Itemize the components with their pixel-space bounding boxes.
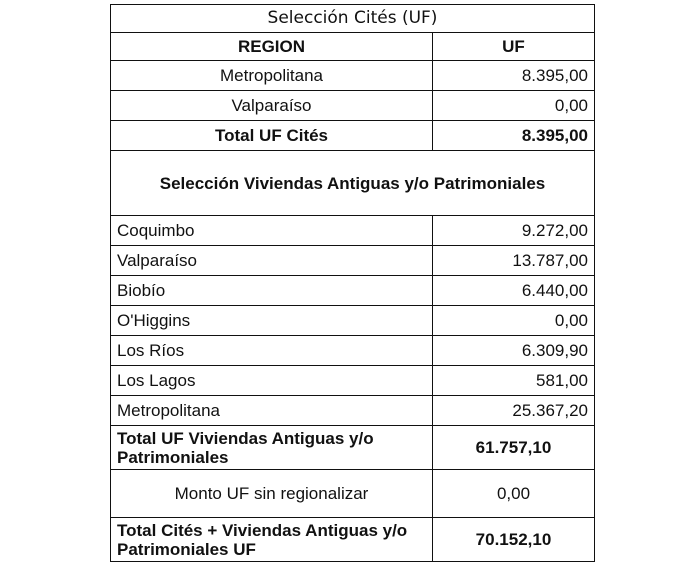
- grand-total-row: [111, 518, 595, 562]
- table-row: [111, 396, 595, 426]
- table-row: [111, 306, 595, 336]
- uf-selection-table: [110, 4, 595, 562]
- region-column-header: REGION: [111, 33, 433, 61]
- uf-cell: 6.440,00: [433, 276, 595, 306]
- uf-cell: 6.309,90: [433, 336, 595, 366]
- uf-cell: 0,00: [433, 306, 595, 336]
- table-row: [111, 91, 595, 121]
- table-row: [111, 336, 595, 366]
- sin-regionalizar-value: 0,00: [433, 470, 595, 518]
- region-cell: O'Higgins: [111, 306, 433, 336]
- uf-cell: 0,00: [433, 91, 595, 121]
- uf-cell: 9.272,00: [433, 216, 595, 246]
- viviendas-total-row: [111, 426, 595, 470]
- cites-total-label: Total UF Cités: [111, 121, 433, 151]
- uf-cell: 581,00: [433, 366, 595, 396]
- grand-total-label: Total Cités + Viviendas Antiguas y/o Patrimoniales UF: [111, 518, 433, 562]
- table-row: [111, 61, 595, 91]
- sin-regionalizar-label: Monto UF sin regionalizar: [111, 470, 433, 518]
- region-cell: Valparaíso: [111, 91, 433, 121]
- uf-column-header: UF: [433, 33, 595, 61]
- table-row: [111, 366, 595, 396]
- uf-cell: 13.787,00: [433, 246, 595, 276]
- region-cell: Metropolitana: [111, 396, 433, 426]
- region-cell: Metropolitana: [111, 61, 433, 91]
- table-row: [111, 216, 595, 246]
- region-cell: Valparaíso: [111, 246, 433, 276]
- cites-total-row: [111, 121, 595, 151]
- viviendas-total-value: 61.757,10: [433, 426, 595, 470]
- uf-cell: 25.367,20: [433, 396, 595, 426]
- uf-cell: 8.395,00: [433, 61, 595, 91]
- region-cell: Biobío: [111, 276, 433, 306]
- cites-total-value: 8.395,00: [433, 121, 595, 151]
- grand-total-value: 70.152,10: [433, 518, 595, 562]
- viviendas-total-label: Total UF Viviendas Antiguas y/o Patrimoniales: [111, 426, 433, 470]
- table-row: [111, 246, 595, 276]
- region-cell: Los Lagos: [111, 366, 433, 396]
- section-title-viviendas: Selección Viviendas Antiguas y/o Patrimoniales: [111, 151, 595, 216]
- sin-regionalizar-row: [111, 470, 595, 518]
- table-row: [111, 276, 595, 306]
- table-title: Selección Cités (UF): [111, 5, 595, 33]
- region-cell: Coquimbo: [111, 216, 433, 246]
- region-cell: Los Ríos: [111, 336, 433, 366]
